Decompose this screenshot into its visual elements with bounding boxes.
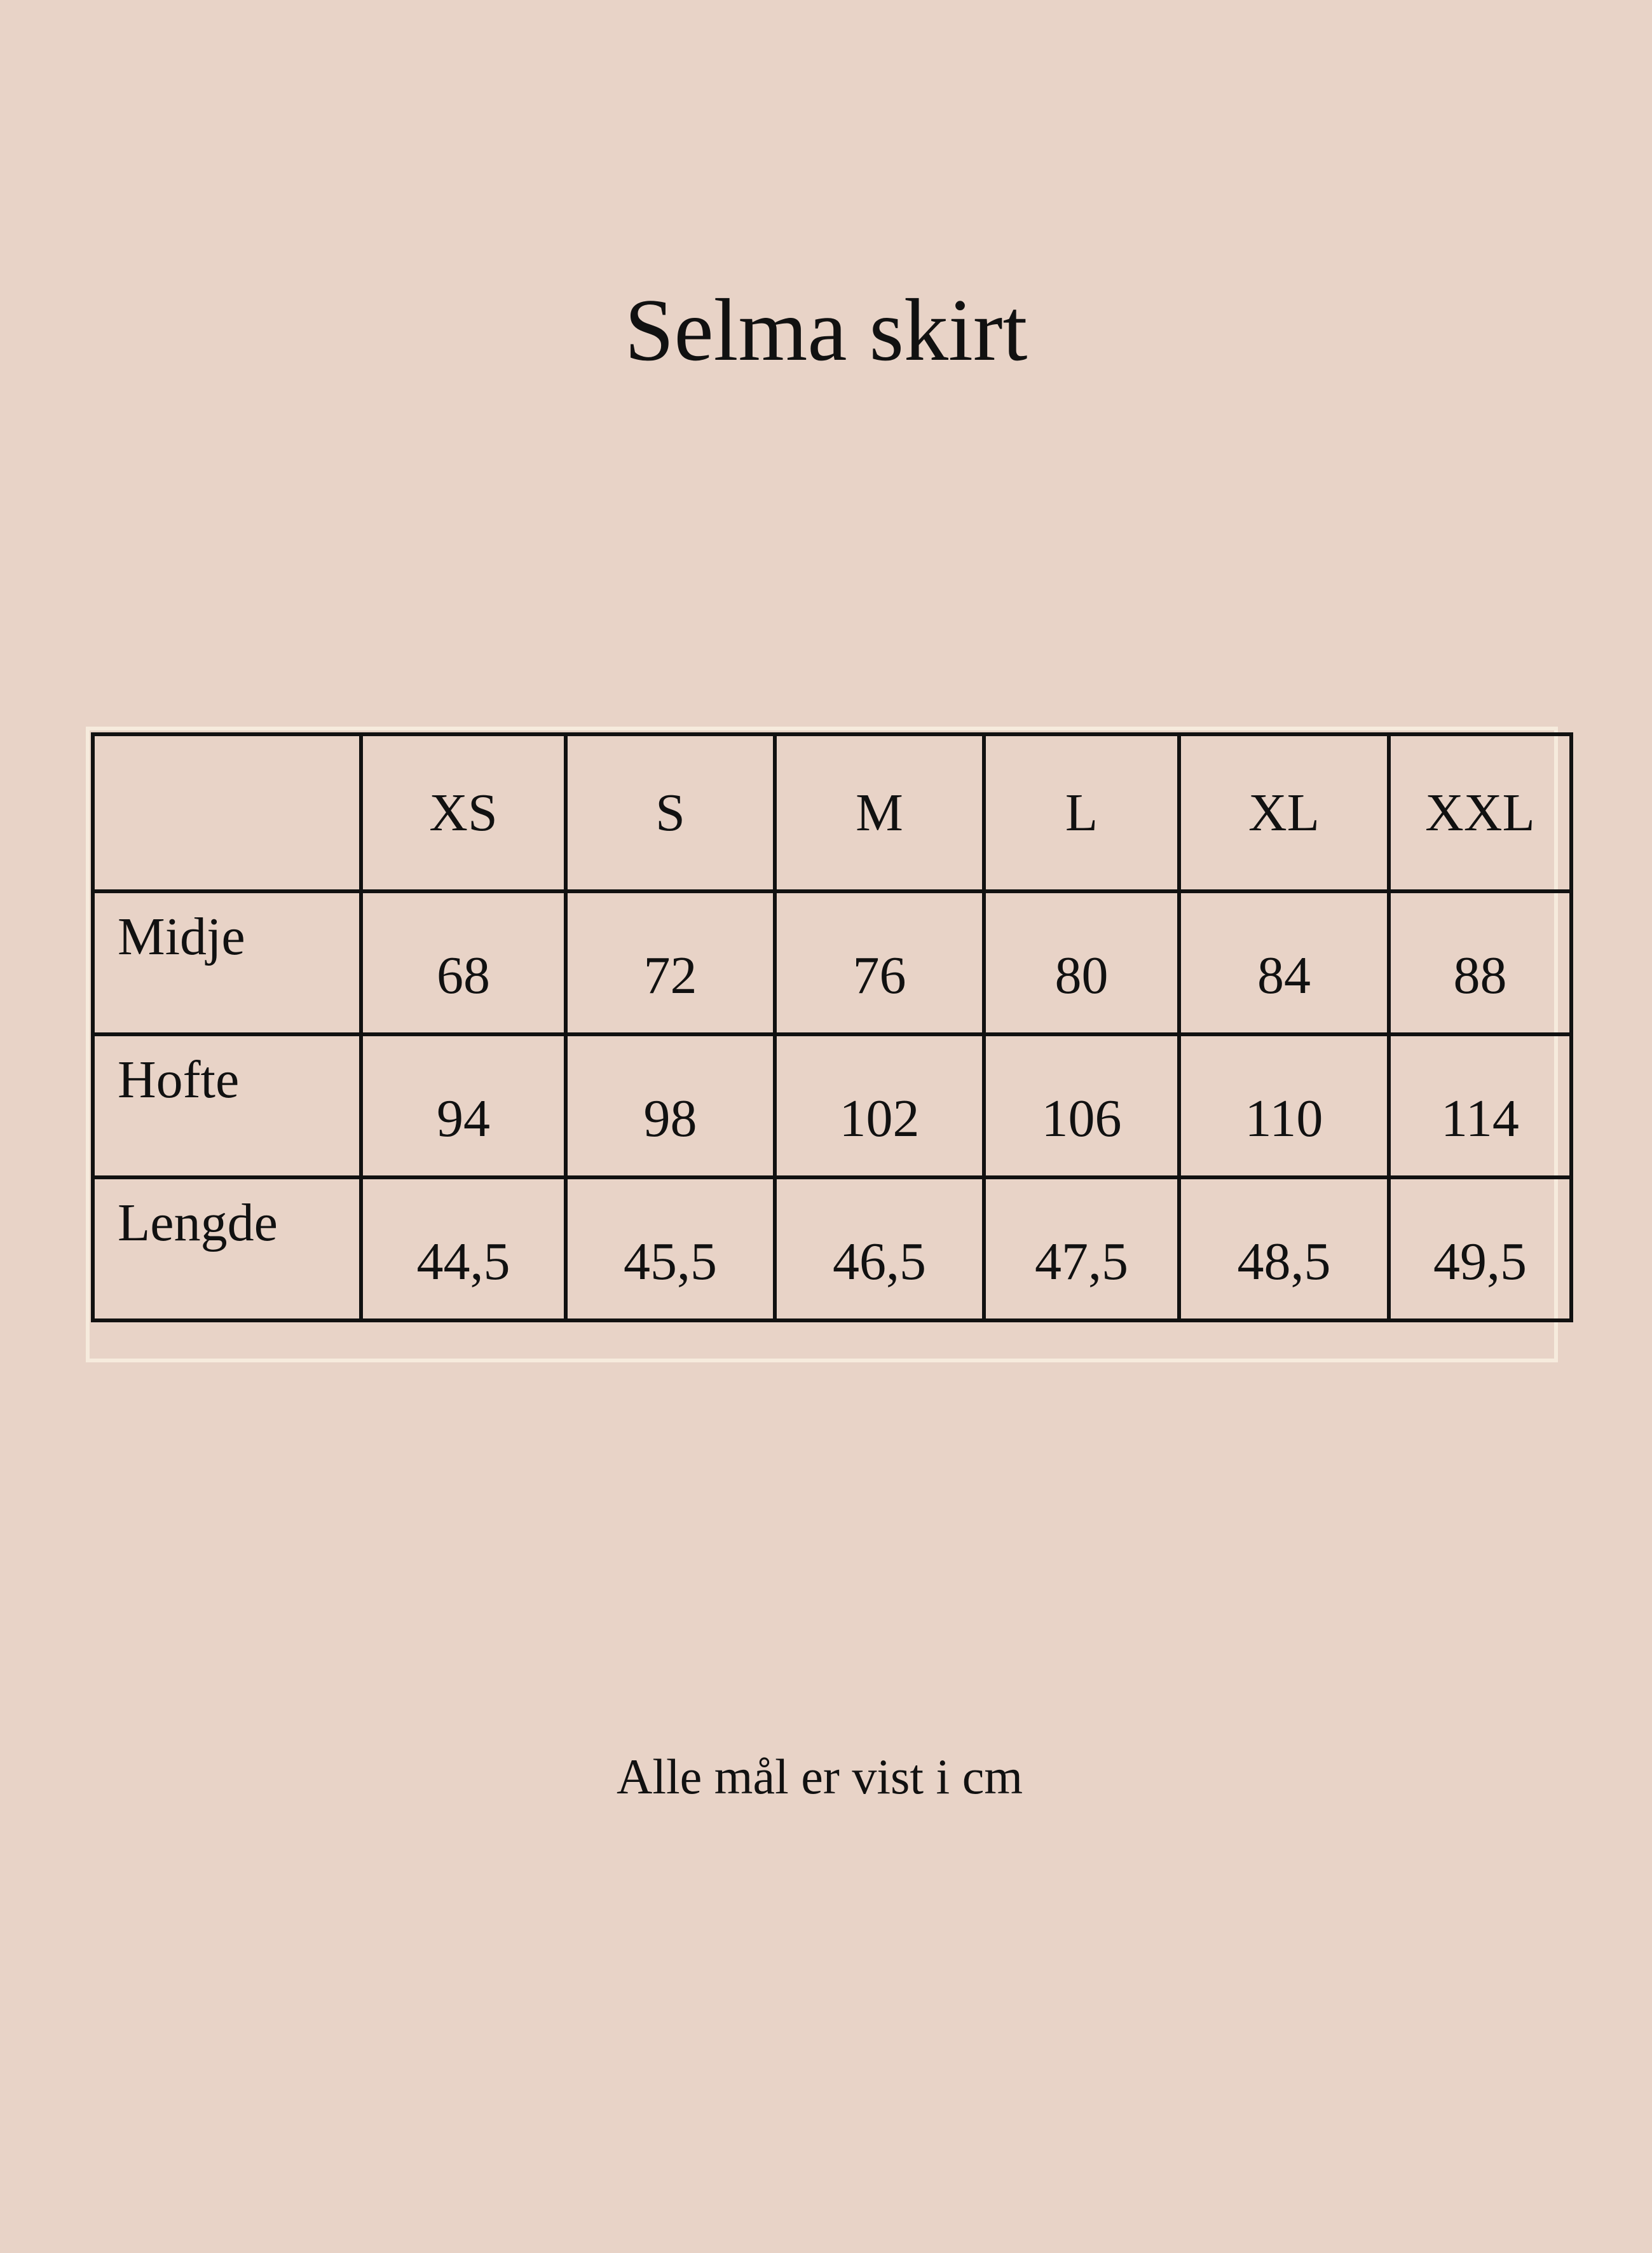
table-cell: 102 bbox=[775, 1034, 984, 1177]
row-label-hofte: Hofte bbox=[93, 1034, 361, 1177]
table-header-row bbox=[93, 734, 1571, 891]
row-label-midje: Midje bbox=[93, 891, 361, 1034]
table-row-hofte bbox=[93, 1034, 1571, 1177]
table-cell: 76 bbox=[775, 891, 984, 1034]
row-label-lengde: Lengde bbox=[93, 1177, 361, 1320]
table-cell: 68 bbox=[361, 891, 566, 1034]
table-cell: 106 bbox=[984, 1034, 1179, 1177]
measurement-unit-note: Alle mål er vist i cm bbox=[616, 1749, 1023, 1804]
table-cell: 72 bbox=[566, 891, 775, 1034]
header-cell-m: M bbox=[775, 734, 984, 891]
header-cell-empty bbox=[93, 734, 361, 891]
table-cell: 44,5 bbox=[361, 1177, 566, 1320]
header-cell-l: L bbox=[984, 734, 1179, 891]
header-cell-xxl: XXL bbox=[1389, 734, 1571, 891]
table-cell: 49,5 bbox=[1389, 1177, 1571, 1320]
table-cell: 110 bbox=[1179, 1034, 1389, 1177]
table-cell: 98 bbox=[566, 1034, 775, 1177]
header-cell-xs: XS bbox=[361, 734, 566, 891]
table-cell: 88 bbox=[1389, 891, 1571, 1034]
table-row-lengde bbox=[93, 1177, 1571, 1320]
table-cell: 80 bbox=[984, 891, 1179, 1034]
table-cell: 114 bbox=[1389, 1034, 1571, 1177]
table-cell: 46,5 bbox=[775, 1177, 984, 1320]
table-cell: 94 bbox=[361, 1034, 566, 1177]
header-cell-s: S bbox=[566, 734, 775, 891]
page-title: Selma skirt bbox=[624, 281, 1028, 380]
table-cell: 47,5 bbox=[984, 1177, 1179, 1320]
size-chart-table bbox=[91, 732, 1573, 1322]
table-cell: 45,5 bbox=[566, 1177, 775, 1320]
table-cell: 84 bbox=[1179, 891, 1389, 1034]
table-cell: 48,5 bbox=[1179, 1177, 1389, 1320]
table-row-midje bbox=[93, 891, 1571, 1034]
header-cell-xl: XL bbox=[1179, 734, 1389, 891]
